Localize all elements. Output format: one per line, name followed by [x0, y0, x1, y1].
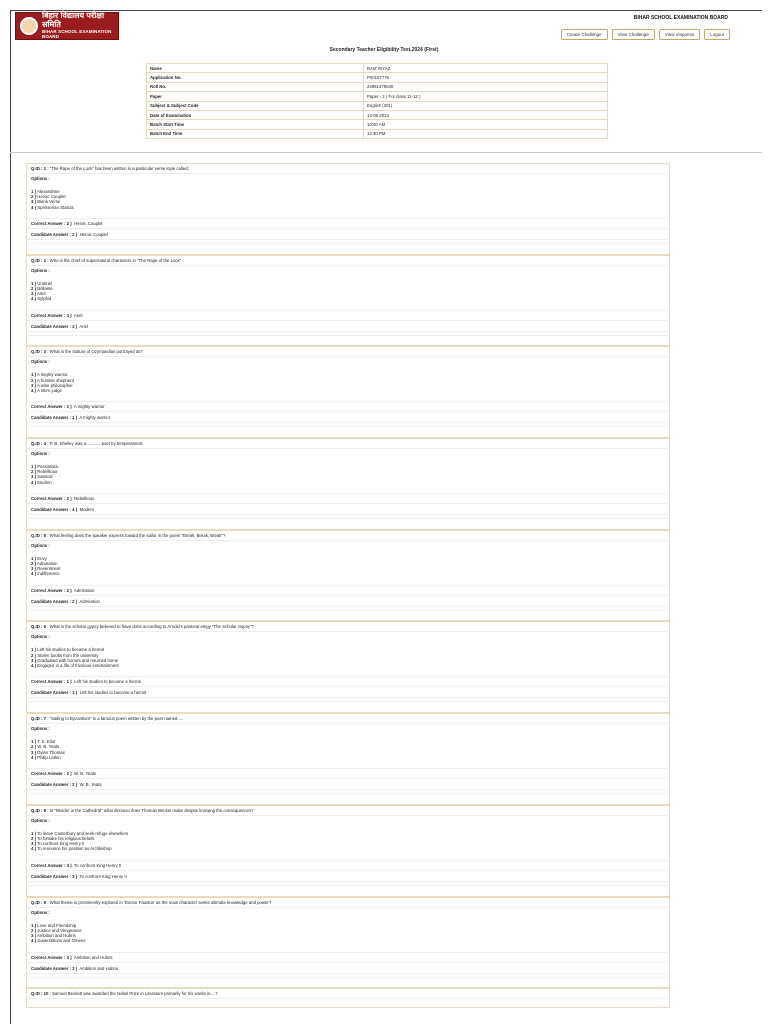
- correct-answer: Correct Answer : 3 ) Ariel: [27, 310, 669, 321]
- candidate-answer: Candidate Answer : 3 ) To confront King Henry II: [27, 872, 669, 882]
- view-response-button[interactable]: View response: [659, 29, 700, 40]
- question-text: Q.ID : 8 : In "Murder in the Cathedral" what decision does Thomas Becket make despite knowing the consequences?: [27, 806, 669, 816]
- candidate-answer: Candidate Answer : 3 ) Ariel: [27, 322, 669, 332]
- info-label: Application No.: [147, 73, 364, 82]
- question-block: [26, 346, 670, 438]
- spacer-row: [27, 518, 669, 528]
- info-row: [147, 73, 608, 82]
- correct-answer: Correct Answer : 2 ) Rebellious: [27, 493, 669, 504]
- spacer-row: [27, 243, 669, 253]
- info-value: 12:30 PM: [364, 129, 608, 138]
- spacer-row: [27, 335, 669, 345]
- option-item: 3 ) Blank Verse: [31, 199, 61, 205]
- question-text: Q.ID : 9 : What theme is prominently explored in 'Doctor Faustus' as the main character seeks ultimate knowledge and power?: [27, 898, 669, 908]
- option-item: 4 ) Indifference: [31, 571, 60, 577]
- option-item: 2 ) Rebellious: [31, 469, 58, 475]
- candidate-answer: Candidate Answer : 2 ) Admiration: [27, 597, 669, 607]
- info-label: Name: [147, 64, 364, 73]
- options-label: Options :: [31, 451, 50, 457]
- options-label: Options :: [31, 267, 50, 273]
- question-block: [26, 805, 670, 897]
- candidate-answer: Candidate Answer : 4 ) Modern: [27, 505, 669, 515]
- options-list: [27, 831, 669, 852]
- options-label: Options :: [31, 634, 50, 640]
- option-item: 4 ) A stern judge: [31, 387, 63, 393]
- logo-text-english: BIHAR SCHOOL EXAMINATION BOARD: [42, 28, 112, 39]
- option-item: 3 ) A wise philosopher: [31, 382, 73, 388]
- info-label: Paper: [147, 92, 364, 101]
- options-list: [27, 556, 669, 577]
- candidate-answer: Candidate Answer : 2 ) Heroic Couplet: [27, 230, 669, 240]
- spacer-row: [27, 610, 669, 620]
- option-item: 2 ) Stolen books from the university: [31, 652, 99, 658]
- options-list: [27, 281, 669, 302]
- question-text: Q.ID : 6 : What is the scholar gypsy believed to have done according to Arnold's pastoral elegy "The Scholar Gypsy"?: [27, 622, 669, 632]
- question-text: Q.ID : 7 : "Sailing to Byzantium" is a famous poem written by the poet named.....: [27, 714, 669, 724]
- options-label: Options :: [31, 542, 50, 548]
- question-text: Q.ID : 5 : What feeling does the speaker express toward the sailor in the poem "Break, Break, Break"?: [27, 531, 669, 541]
- question-list: [26, 163, 670, 1008]
- option-item: 4 ) Philip Larkin: [31, 754, 61, 760]
- info-label: Batch End Time: [147, 129, 364, 138]
- info-value: P00167776: [364, 73, 608, 82]
- info-row: [147, 92, 608, 101]
- option-item: 3 ) Satirical: [31, 474, 53, 480]
- correct-answer: Correct Answer : 2 ) Admiration: [27, 585, 669, 596]
- option-item: 1 ) Alexandrine: [31, 189, 60, 194]
- option-item: 3 ) To confront King Henry II: [31, 841, 85, 847]
- option-item: 1 ) T. S. Eliot: [31, 739, 56, 745]
- option-item: 3 ) Ambition and Hubris: [31, 932, 76, 938]
- correct-answer: Correct Answer : 2 ) W. B. Yeats: [27, 768, 669, 779]
- info-row: [147, 120, 608, 129]
- correct-answer: Correct Answer : 1 ) Left his studies to become a hermit: [27, 676, 669, 687]
- spacer-row: [27, 426, 669, 436]
- correct-answer: Correct Answer : 2 ) Heroic Couplet: [27, 218, 669, 229]
- question-text: Q.ID : 10 : Samuel Beckett was awarded the Nobel Prize in Literature primarily for his works in....?: [27, 989, 669, 999]
- spacer-row: [27, 977, 669, 987]
- option-item: 2 ) W. B. Yeats: [31, 744, 60, 750]
- question-text: Q.ID : 3 : What is the stature of Ozymandias portrayed as?: [27, 347, 669, 357]
- spacer-row: [27, 885, 669, 895]
- options-list: [27, 464, 669, 485]
- options-label: Options :: [31, 909, 50, 915]
- candidate-answer: Candidate Answer : 2 ) W. B. Yeats: [27, 780, 669, 790]
- correct-answer: Correct Answer : 3 ) Ambition and Hubris: [27, 952, 669, 963]
- option-item: 1 ) Love and Friendship: [31, 922, 77, 928]
- info-label: Date of Examination: [147, 110, 364, 119]
- info-value: English (201): [364, 101, 608, 110]
- option-item: 1 ) To leave Canterbury and seek refuge elsewhere: [31, 830, 129, 836]
- info-row: [147, 129, 608, 138]
- info-label: Subject & Subject Code: [147, 101, 364, 110]
- board-seal-icon: [20, 17, 38, 35]
- option-item: 3 ) Graduated with honors and returned home: [31, 657, 119, 663]
- view-challenge-button[interactable]: View Challenge: [612, 29, 655, 40]
- candidate-answer: Candidate Answer : 1 ) Left his studies to become a hermit: [27, 688, 669, 698]
- option-item: 1 ) Envy: [31, 555, 47, 561]
- option-item: 4 ) To renounce his position as Archbishop: [31, 846, 112, 852]
- info-row: [147, 110, 608, 119]
- option-item: 4 ) Spenserian Stanza: [31, 204, 74, 210]
- option-item: 2 ) To forsake his religious beliefs: [31, 836, 95, 842]
- test-title: Secondary Teacher Eligibility Test,2024 (First): [329, 47, 439, 53]
- info-label: Roll No.: [147, 82, 364, 91]
- question-block: [26, 713, 670, 805]
- question-block: [26, 255, 670, 347]
- action-buttons: [561, 29, 730, 40]
- option-item: 1 ) Umbriel: [31, 280, 53, 286]
- options-label: Options :: [31, 817, 50, 823]
- option-item: 4 ) Modern: [31, 479, 52, 485]
- divider: [10, 152, 762, 153]
- info-value: Paper - 2 ( For class 11-12 ): [364, 92, 608, 101]
- option-item: 2 ) Brillante: [31, 285, 53, 291]
- correct-answer: Correct Answer : 1 ) A mighty warrior: [27, 401, 669, 412]
- option-item: 2 ) Heroic Couplet: [31, 194, 66, 200]
- spacer-row: [27, 793, 669, 803]
- info-value: 24991479030: [364, 82, 608, 91]
- info-value: RAIZ RIYAZ: [364, 64, 608, 73]
- question-block: [26, 988, 670, 1008]
- option-item: 3 ) Ariel: [31, 291, 46, 297]
- question-text: Q.ID : 1 : "The Rape of the Lock" has been written in a particular verse style called:: [27, 164, 669, 174]
- candidate-info-table: [146, 63, 608, 139]
- info-value: 13-06-2024: [364, 110, 608, 119]
- info-row: [147, 64, 608, 73]
- info-label: Batch Start Time: [147, 120, 364, 129]
- question-block: [26, 163, 670, 255]
- spacer-row: [27, 701, 669, 711]
- option-item: 2 ) Admiration: [31, 560, 58, 566]
- option-item: 4 ) Sylphid: [31, 296, 52, 302]
- option-item: 2 ) A humble shepherd: [31, 377, 75, 383]
- question-block: [26, 530, 670, 622]
- options-list: [27, 739, 669, 760]
- question-text: Q.ID : 2 : Who is the chief of supernatural characters in "The Rape of the Lock": [27, 256, 669, 266]
- correct-answer: Correct Answer : 3 ) To confront King Henry II: [27, 860, 669, 871]
- option-item: 1 ) Left his studies to become a hermit: [31, 647, 104, 653]
- options-label: Options :: [31, 176, 50, 181]
- info-row: [147, 101, 608, 110]
- option-item: 4 ) Superstitions and Omens: [31, 938, 86, 944]
- options-list: [27, 923, 669, 944]
- question-block: [26, 621, 670, 713]
- options-list: [27, 372, 669, 393]
- info-value: 10:00 AM: [364, 120, 608, 129]
- logo-text-hindi: बिहार विद्यालय परीक्षा समिति: [42, 11, 105, 30]
- board-name: BIHAR SCHOOL EXAMINATION BOARD: [633, 15, 728, 21]
- bseb-logo: [15, 12, 119, 40]
- candidate-answer: Candidate Answer : 3 ) Ambition and Hubris: [27, 964, 669, 974]
- question-text: Q.ID : 4 : P. B. Shelley was a ........... poet by temperament.: [27, 439, 669, 449]
- option-item: 1 ) A mighty warrior: [31, 372, 68, 378]
- options-list: [27, 647, 669, 668]
- options-label: Options :: [31, 726, 50, 732]
- options-list: [27, 189, 669, 210]
- create-challenge-button[interactable]: Create Challenge: [561, 29, 608, 40]
- info-row: [147, 82, 608, 91]
- option-item: 1 ) Pessimistic: [31, 464, 59, 470]
- candidate-answer: Candidate Answer : 1 ) A mighty warrior: [27, 413, 669, 423]
- question-block: [26, 438, 670, 530]
- options-label: Options :: [31, 359, 50, 365]
- question-block: [26, 897, 670, 989]
- option-item: 4 ) Engaged in a life of frivolous entertainment: [31, 663, 119, 669]
- option-item: 3 ) Dylan Thomas: [31, 749, 65, 755]
- option-item: 3 ) Resentment: [31, 566, 61, 572]
- logout-button[interactable]: Logout: [704, 29, 730, 40]
- option-item: 2 ) Justice and Vengeance: [31, 927, 82, 933]
